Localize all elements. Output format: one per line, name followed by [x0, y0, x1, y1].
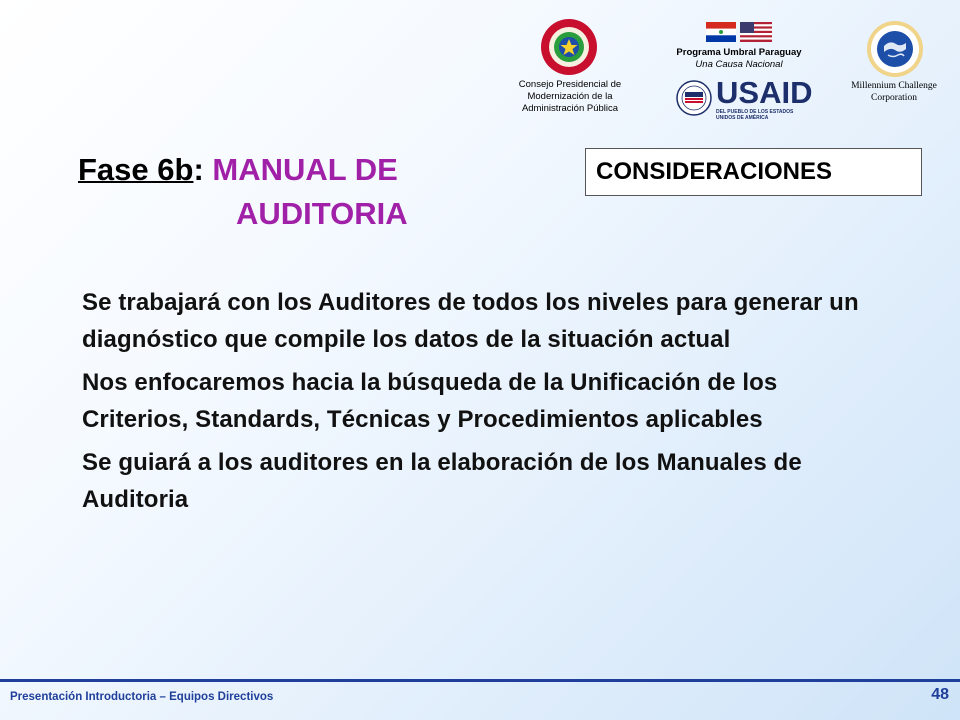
title-line2: AUDITORIA — [236, 196, 408, 231]
paraguay-coat-of-arms-icon — [540, 18, 598, 76]
paragraph-2: Nos enfocaremos hacia la búsqueda de la Unificación de los Criterios, Standards, Técnicas y Procedimientos aplicables — [82, 369, 778, 433]
consejo-label: Consejo Presidencial de Modernización de la Administración Pública — [518, 79, 622, 114]
usaid-tagline: DEL PUEBLO DE LOS ESTADOS UNIDOS DE AMÉRICA — [716, 109, 794, 121]
programa-title: Programa Umbral Paraguay — [676, 47, 802, 58]
usaid-seal-icon — [676, 80, 712, 116]
title-line1: MANUAL DE — [203, 152, 398, 187]
title-phase: Fase 6b — [78, 152, 194, 187]
section-label-box — [585, 148, 922, 196]
paragraph-3: Se guiará a los auditores en la elaboración de los Manuales de Auditoria — [82, 449, 802, 513]
page-number: 48 — [931, 686, 949, 703]
programa-subtitle: Una Causa Nacional — [695, 59, 783, 70]
flags-icon — [706, 22, 772, 42]
paragraph-1: Se trabajará con los Auditores de todos los niveles para generar un diagnóstico que compile los datos de la situación actual — [82, 289, 859, 353]
section-label: CONSIDERACIONES — [596, 158, 833, 185]
footer-divider — [0, 679, 960, 682]
mcc-seal-icon — [866, 20, 924, 78]
usaid-wordmark: USAID — [716, 75, 813, 110]
footer-text: Presentación Introductoria – Equipos Directivos — [10, 691, 274, 703]
body-content — [82, 284, 882, 524]
slide-title — [78, 152, 398, 188]
mcc-name: Millennium Challenge Corporation — [851, 81, 937, 103]
usa-flag-icon — [740, 22, 772, 42]
paraguay-flag-icon — [706, 22, 736, 42]
title-separator: : — [193, 152, 204, 187]
